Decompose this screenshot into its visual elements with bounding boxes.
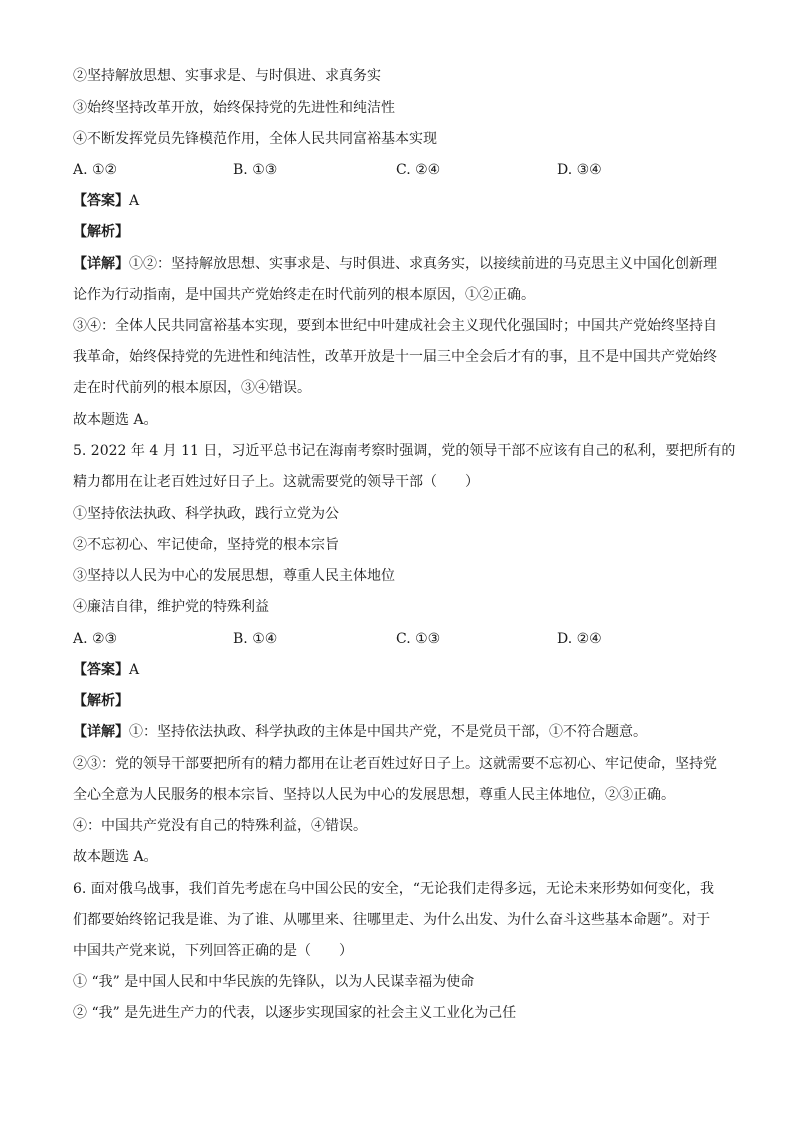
q4-answer-line — [73, 193, 139, 209]
q5-statement-3: ③坚持以人民为中心的发展思想，尊重人民主体地位 — [73, 568, 395, 584]
q4-conclusion: 故本题选 A。 — [73, 412, 158, 428]
q4-choice-b: B. ①③ — [233, 162, 278, 178]
q6-stem: 中国共产党来说，下列回答正确的是（ ） — [73, 943, 353, 959]
q5-choice-c: C. ①③ — [396, 631, 441, 647]
q5-stem: 精力都用在让老百姓过好日子上。这就需要党的领导干部（ ） — [73, 474, 479, 490]
q4-detail-line: 我革命，始终保持党的先进性和纯洁性，改革开放是十一届三中全会后才有的事，且不是中国共产党始终 — [73, 349, 717, 365]
detail-tag: 【详解】 — [73, 256, 129, 272]
q5-answer-line — [73, 662, 139, 678]
q5-statement-2: ②不忘初心、牢记使命，坚持党的根本宗旨 — [73, 537, 339, 553]
q4-analysis-tag: 【解析】 — [73, 224, 129, 240]
q5-conclusion: 故本题选 A。 — [73, 849, 158, 865]
q5-analysis-tag: 【解析】 — [73, 693, 129, 709]
q5-detail-line — [73, 724, 647, 740]
answer-tag: 【答案】 — [73, 193, 129, 209]
q4-choice-d: D. ③④ — [557, 162, 602, 178]
q5-statement-4: ④廉洁自律，维护党的特殊利益 — [73, 599, 269, 615]
q4-detail-line: 走在时代前列的根本原因，③④错误。 — [73, 380, 311, 396]
detail-tag: 【详解】 — [73, 724, 129, 740]
q5-choice-d: D. ②④ — [557, 631, 602, 647]
detail-text: ①：坚持依法执政、科学执政的主体是中国共产党，不是党员干部，①不符合题意。 — [129, 724, 647, 740]
q4-detail-line: 论作为行动指南，是中国共产党始终走在时代前列的根本原因，①②正确。 — [73, 287, 535, 303]
q6-statement-1: ① “我” 是中国人民和中华民族的先锋队，以为人民谋幸福为使命 — [73, 974, 475, 990]
answer-tag: 【答案】 — [73, 662, 129, 678]
q5-detail-line: ②③：党的领导干部要把所有的精力都用在让老百姓过好日子上。这就需要不忘初心、牢记使命，坚持党 — [73, 756, 717, 772]
q4-choice-a: A. ①② — [73, 162, 118, 178]
q5-detail-line: ④：中国共产党没有自己的特殊利益，④错误。 — [73, 818, 367, 834]
q4-detail-line — [73, 256, 717, 272]
detail-text: ①②：坚持解放思想、实事求是、与时俱进、求真务实，以接续前进的马克思主义中国化创新理 — [129, 256, 717, 272]
q5-choice-b: B. ①④ — [233, 631, 278, 647]
q6-statement-2: ② “我” 是先进生产力的代表，以逐步实现国家的社会主义工业化为己任 — [73, 1005, 517, 1021]
q4-statement-4: ④不断发挥党员先锋模范作用，全体人民共同富裕基本实现 — [73, 131, 437, 147]
q4-statement-2: ②坚持解放思想、实事求是、与时俱进、求真务实 — [73, 68, 381, 84]
q5-stem: 5. 2022 年 4 月 11 日，习近平总书记在海南考察时强调，党的领导干部不应该有自己的私利，要把所有的 — [73, 443, 736, 459]
q5-statement-1: ①坚持依法执政、科学执政，践行立党为公 — [73, 506, 339, 522]
q5-detail-line: 全心全意为人民服务的根本宗旨、坚持以人民为中心的发展思想，尊重人民主体地位，②③正确。 — [73, 787, 675, 803]
q4-choice-c: C. ②④ — [396, 162, 441, 178]
answer-value: A — [129, 662, 140, 678]
q6-stem: 6. 面对俄乌战事，我们首先考虑在乌中国公民的安全，“无论我们走得多远，无论未来形势如何变化，我 — [73, 881, 714, 897]
q4-statement-3: ③始终坚持改革开放，始终保持党的先进性和纯洁性 — [73, 100, 395, 116]
q4-detail-line: ③④：全体人民共同富裕基本实现，要到本世纪中叶建成社会主义现代化强国时；中国共产党始终坚持自 — [73, 318, 717, 334]
q6-stem: 们都要始终铭记我是谁、为了谁、从哪里来、往哪里走、为什么出发、为什么奋斗这些基本命题”。对于 — [73, 912, 711, 928]
q5-choice-a: A. ②③ — [73, 631, 118, 647]
answer-value: A — [129, 193, 140, 209]
